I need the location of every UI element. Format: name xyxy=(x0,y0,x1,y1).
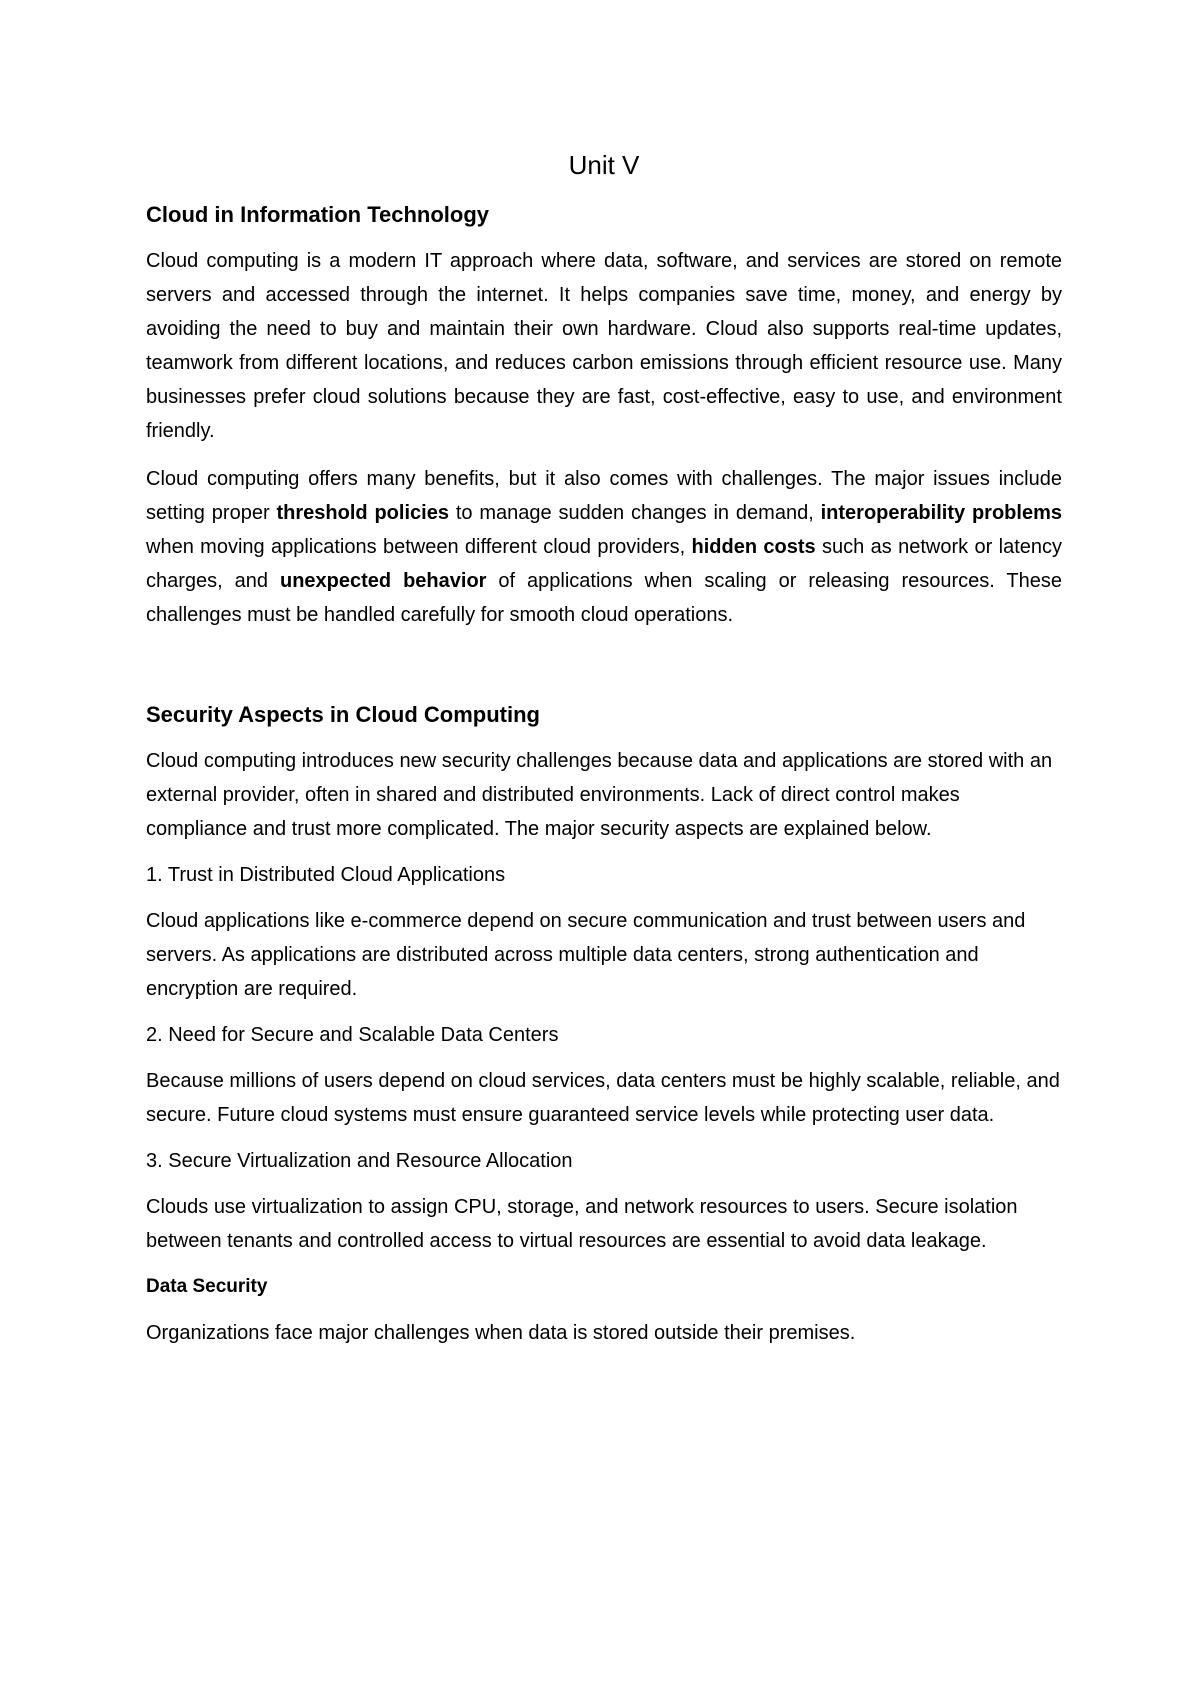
bold-term-hidden-costs: hidden costs xyxy=(691,536,816,558)
paragraph-cloud-intro: Cloud computing is a modern IT approach where data, software, and services are stored on remote servers and accessed through the internet. It helps companies save time, money, and energy by avoiding the need to buy and maintain their own hardware. Cloud also supports real-time updates, teamwork from different locations, and reduces carbon emissions through efficient resource use. Many businesses prefer cloud solutions because they are fast, cost-effective, easy to use, and environment friendly. xyxy=(146,250,1062,442)
paragraph-security-intro: Cloud computing introduces new security challenges because data and applications are stored with an external provider, often in shared and distributed environments. Lack of direct control makes compliance and trust more complicated. The major security aspects are explained below. xyxy=(146,750,1053,840)
text-run: of applications when scaling or releasing resources. These challenges must be handled carefully for smooth cloud operations. xyxy=(146,570,1062,626)
list-item-body: Cloud applications like e-commerce depend on secure communication and trust between users and servers. As applications are distributed across multiple data centers, strong authentication and encryption are required. xyxy=(146,910,1026,1000)
list-item-body: Clouds use virtualization to assign CPU, storage, and network resources to users. Secure isolation between tenants and controlled access to virtual resources are essential to avoid data leakage. xyxy=(146,1196,1018,1252)
subheading-data-security: Data Security xyxy=(146,1276,268,1297)
text-run: to manage sudden changes in demand, xyxy=(448,502,821,524)
list-item-heading: 3. Secure Virtualization and Resource Allocation xyxy=(146,1150,573,1172)
text-run: Cloud computing offers many benefits, but it also comes with challenges. The major issues include setting proper xyxy=(146,468,1062,524)
paragraph-data-security: Organizations face major challenges when data is stored outside their premises. xyxy=(146,1322,856,1344)
document-title: Unit V xyxy=(568,150,640,180)
section-heading-security-aspects: Security Aspects in Cloud Computing xyxy=(146,702,540,727)
document-content xyxy=(146,148,1062,1364)
bold-term-threshold-policies: threshold policies xyxy=(276,502,449,524)
paragraph-cloud-challenges xyxy=(146,462,1062,632)
text-run: when moving applications between different cloud providers, xyxy=(146,536,692,558)
section-heading-cloud-in-it: Cloud in Information Technology xyxy=(146,202,490,227)
list-item-heading: 1. Trust in Distributed Cloud Applications xyxy=(146,864,506,886)
bold-term-interoperability: interoperability problems xyxy=(820,502,1062,524)
list-item-heading: 2. Need for Secure and Scalable Data Centers xyxy=(146,1024,559,1046)
section-spacer xyxy=(146,646,1062,700)
list-item-body: Because millions of users depend on cloud services, data centers must be highly scalable, reliable, and secure. Future cloud systems must ensure guaranteed service levels while protecting user data. xyxy=(146,1070,1060,1126)
text-run: such as network or latency charges, and xyxy=(146,536,1062,592)
bold-term-unexpected-behavior: unexpected behavior xyxy=(279,570,487,592)
